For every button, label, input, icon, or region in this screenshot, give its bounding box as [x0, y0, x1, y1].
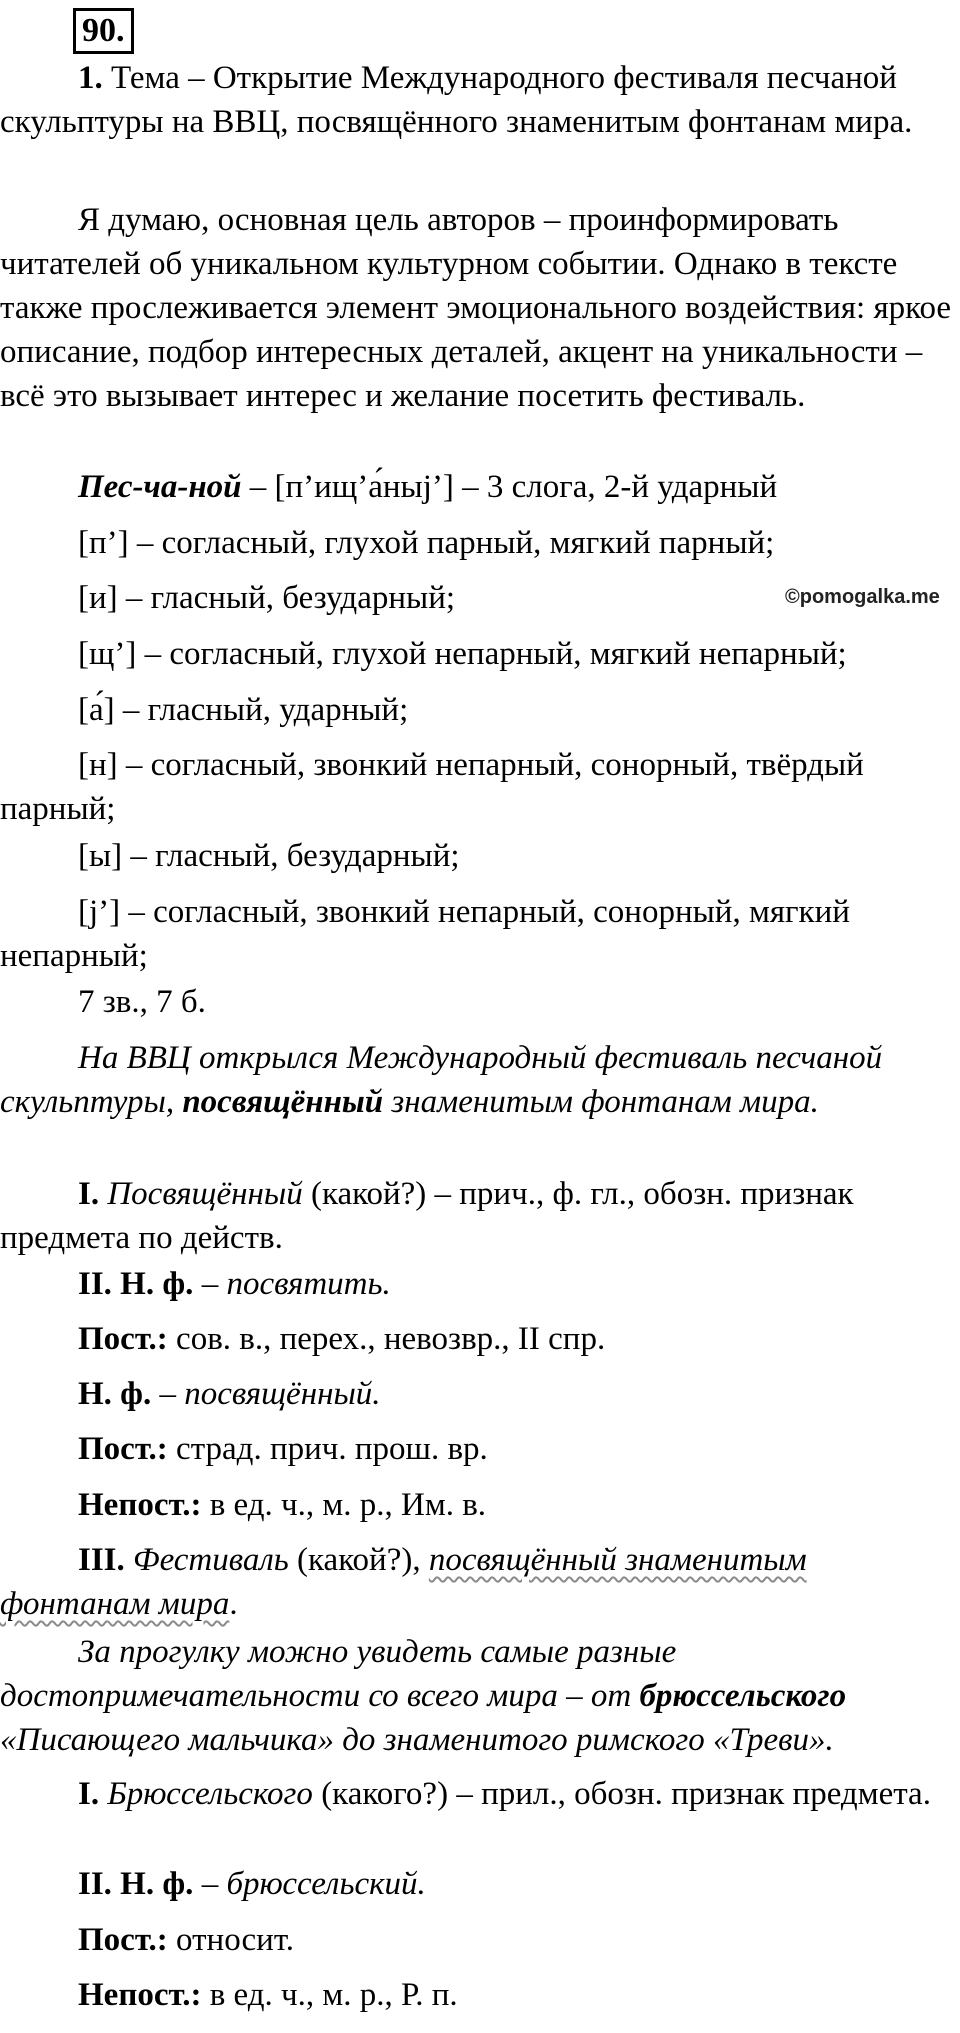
- step-label: II. Н. ф.: [78, 1266, 194, 1302]
- step-word: Фестиваль: [124, 1542, 289, 1578]
- step-text: страд. прич. прош. вр.: [167, 1431, 488, 1467]
- sound-line: [ы] – гласный, безударный;: [78, 838, 460, 874]
- step-label: Непост.:: [78, 1977, 202, 2013]
- sound-line: [п’] – согласный, глухой парный, мягкий парный;: [78, 525, 775, 561]
- dependent-phrase: посвящённый знаменитым фонтанам мира: [0, 1542, 807, 1622]
- sentence-part: За прогулку можно увидеть самые разные достопримечательности со всего мира – от: [0, 1634, 677, 1714]
- step-label: Пост.:: [78, 1321, 168, 1357]
- dash: –: [193, 1266, 227, 1302]
- morph-step-1: [0, 1172, 955, 1260]
- target-word: посвящённый: [182, 1084, 384, 1120]
- step-text: в ед. ч., м. р., Им. в.: [201, 1487, 487, 1523]
- initial-form: [0, 1372, 955, 1416]
- step-text: относит.: [167, 1922, 295, 1958]
- phonetic-header: [0, 465, 955, 509]
- phonetic-word: Пес-ча-ной: [78, 469, 242, 505]
- step-label: III.: [78, 1542, 125, 1578]
- step-text: в ед. ч., м. р., Р. п.: [201, 1977, 458, 2013]
- watermark: ©pomogalka.me: [785, 586, 940, 608]
- morph-step-2: [0, 1862, 955, 1906]
- sentence-part: «Писающего мальчика» до знаменитого римского «Треви».: [0, 1722, 834, 1758]
- step-text: (какого?) – прил., обозн. признак предмета.: [312, 1776, 931, 1812]
- constant-features: [0, 1427, 955, 1471]
- step-label: I.: [78, 1176, 100, 1212]
- target-word: брюссельского: [639, 1678, 847, 1714]
- morph-step-3: [0, 1538, 955, 1626]
- sentence-part: знаменитым фонтанам мира.: [383, 1084, 819, 1120]
- item-number: 1.: [78, 60, 103, 96]
- topic-paragraph: [0, 56, 955, 144]
- step-label: Пост.:: [78, 1431, 168, 1467]
- step-label: Непост.:: [78, 1487, 202, 1523]
- example-sentence-2: [0, 1630, 955, 1762]
- step-label: Пост.:: [78, 1922, 168, 1958]
- sound-line: [а́] – гласный, ударный;: [78, 692, 409, 728]
- step-value: посвятить.: [226, 1266, 391, 1302]
- constant-features: [0, 1918, 955, 1962]
- constant-features: [0, 1317, 955, 1361]
- dash: –: [193, 1866, 227, 1902]
- step-text: сов. в., перех., невозвр., II спр.: [167, 1321, 606, 1357]
- sentence-part: На ВВЦ открылся Международный фестиваль песчаной скульптуры,: [0, 1040, 883, 1120]
- variable-features: [0, 1973, 955, 2017]
- step-text: (какой?) – прич., ф. гл., обозн. признак предмета по действ.: [0, 1176, 854, 1256]
- sound-line: [j’] – согласный, звонкий непарный, сонорный, мягкий непарный;: [0, 894, 850, 974]
- sound-line: [и] – гласный, безударный;: [78, 580, 456, 616]
- sound-count: 7 зв., 7 б.: [78, 984, 206, 1020]
- dash: –: [151, 1376, 185, 1412]
- step-word: Брюссельского: [99, 1776, 313, 1812]
- topic-text: Тема – Открытие Международного фестиваля песчаной скульптуры на ВВЦ, посвящённого знаменитым фонтанам мира.: [0, 60, 913, 140]
- step-value: посвящённый.: [184, 1376, 381, 1412]
- step-label: II. Н. ф.: [78, 1866, 194, 1902]
- step-value: брюссельский.: [226, 1866, 426, 1902]
- step-word: Посвящённый: [99, 1176, 303, 1212]
- morph-step-2: [0, 1262, 955, 1306]
- sound-line: [щ’] – согласный, глухой непарный, мягкий непарный;: [78, 636, 847, 672]
- variable-features: [0, 1483, 955, 1527]
- step-label: Н. ф.: [78, 1376, 152, 1412]
- step-text: .: [229, 1586, 238, 1622]
- step-label: I.: [78, 1776, 100, 1812]
- task-number: 90.: [73, 8, 134, 54]
- morph-step-1: [0, 1772, 955, 1816]
- purpose-paragraph: Я думаю, основная цель авторов – проинформировать читателей об уникальном культурном событии. Однако в тексте также прослеживается элемент эмоционального воздействия: яркое описание, подбор интересных деталей, акцент на уникальности – всё это вызывает интерес и желание посетить фестиваль.: [0, 202, 952, 414]
- sound-line: [н] – согласный, звонкий непарный, сонорный, твёрдый парный;: [0, 747, 864, 827]
- example-sentence-1: [0, 1036, 955, 1124]
- step-text: (какой?),: [288, 1542, 429, 1578]
- phonetic-transcription: – [п’ищ’а́ныj’] – 3 слога, 2-й ударный: [241, 469, 778, 505]
